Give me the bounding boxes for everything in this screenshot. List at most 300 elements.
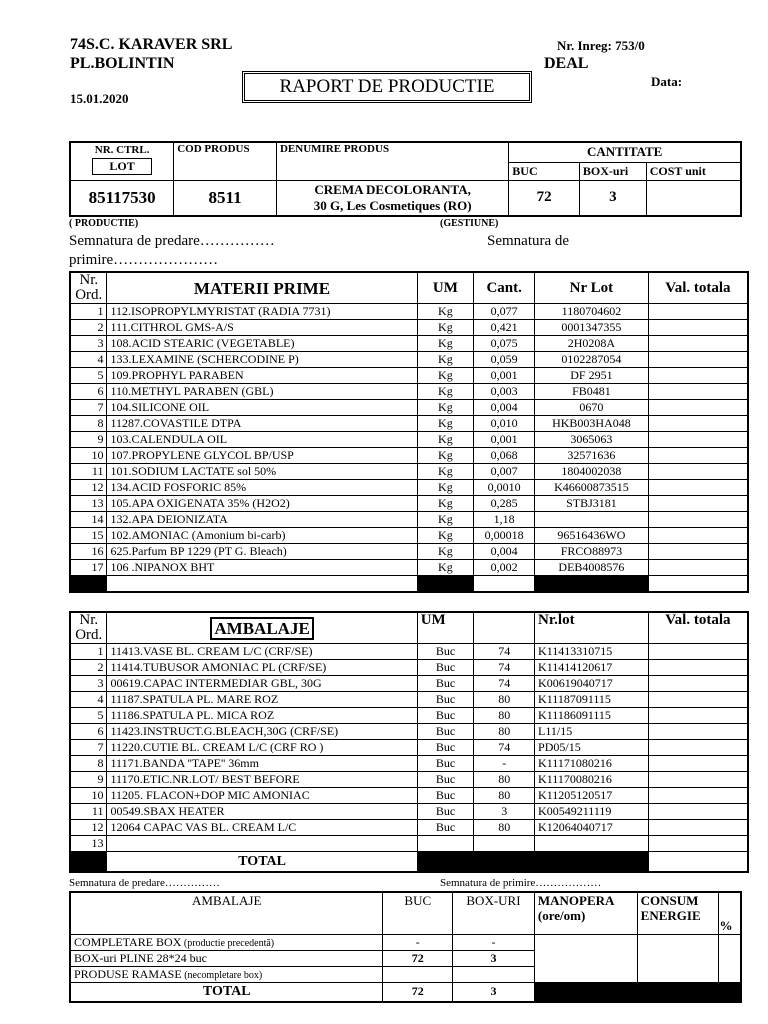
amb-row-cant: 80 (474, 788, 535, 804)
signature-predare: Semnatura de predare…………… (69, 233, 275, 249)
amb-title-cell (107, 612, 417, 644)
amb-row-um (417, 836, 474, 852)
amb-row (70, 644, 748, 660)
mp-nr-header (70, 272, 107, 304)
amb-row-lot: K11171080216 (535, 756, 649, 772)
amb-row-lot: K11413310715 (535, 644, 649, 660)
mp-row-um: Kg (417, 512, 474, 528)
amb-row-nr: 8 (70, 756, 107, 772)
consum-line-1: CONSUM (640, 893, 699, 908)
company-name: 74S.C. KARAVER SRL (70, 36, 233, 53)
mp-row-um: Kg (417, 384, 474, 400)
mp-row (70, 368, 748, 384)
amb-row-cant: 74 (474, 660, 535, 676)
amb-row-nr: 10 (70, 788, 107, 804)
mp-row-val (648, 496, 748, 512)
mp-cant-header: Cant. (474, 272, 535, 304)
mp-row-name: 625.Parfum BP 1229 (PT G. Bleach) (107, 544, 417, 560)
summary-table (69, 891, 742, 1003)
amb-row-um: Buc (417, 724, 474, 740)
amb-row-val (648, 708, 748, 724)
amb-total-black (70, 852, 107, 872)
mp-row-val (648, 432, 748, 448)
amb-row-nr: 12 (70, 820, 107, 836)
mp-row-um: Kg (417, 400, 474, 416)
mp-row-val (648, 320, 748, 336)
amb-row-cant: 74 (474, 644, 535, 660)
amb-row-nr: 5 (70, 708, 107, 724)
mp-row-cant: 0,075 (474, 336, 535, 352)
mp-row (70, 512, 748, 528)
mp-row-val (648, 528, 748, 544)
mp-row-lot: 2H0208A (535, 336, 649, 352)
amb-row (70, 836, 748, 852)
mp-row-val (648, 384, 748, 400)
company-location: PL.BOLINTIN (70, 55, 175, 72)
amb-row-cant: - (474, 756, 535, 772)
lot-label: LOT (92, 158, 152, 175)
mp-row-cant: 0,068 (474, 448, 535, 464)
mp-row-lot: STBJ3181 (535, 496, 649, 512)
mp-row-val (648, 416, 748, 432)
mp-row-cant: 0,421 (474, 320, 535, 336)
mp-row-lot: 3065063 (535, 432, 649, 448)
mp-row-nr: 12 (70, 480, 107, 496)
nr-ctrl-value: 85117530 (70, 180, 174, 216)
mp-row-lot: HKB003HA048 (535, 416, 649, 432)
amb-total-value (648, 852, 748, 872)
sum-total-black (534, 982, 741, 1002)
mp-row-cant: 0,0010 (474, 480, 535, 496)
mp-row-name: 108.ACID STEARIC (VEGETABLE) (107, 336, 417, 352)
mp-row-um: Kg (417, 544, 474, 560)
mp-row-cant: 0,077 (474, 304, 535, 320)
amb-row-nr: 7 (70, 740, 107, 756)
amb-row-um: Buc (417, 692, 474, 708)
mp-row-name: 132.APA DEIONIZATA (107, 512, 417, 528)
mp-row-lot: 96516436WO (535, 528, 649, 544)
pct-value (718, 934, 741, 982)
sum-row-pline: BOX-uri PLINE 28*24 buc (70, 950, 383, 966)
mp-footer-black (417, 576, 474, 593)
signature-predare-2: Semnatura de predare…………… (69, 877, 220, 889)
mp-row (70, 384, 748, 400)
mp-row-cant: 0,003 (474, 384, 535, 400)
mp-row-name: 111.CITHROL GMS-A/S (107, 320, 417, 336)
mp-row-nr: 7 (70, 400, 107, 416)
amb-val-header: Val. totala (648, 612, 748, 644)
mp-row-um: Kg (417, 304, 474, 320)
amb-row-lot (535, 836, 649, 852)
amb-row-nr: 1 (70, 644, 107, 660)
denumire-header: DENUMIRE PRODUS (276, 142, 508, 180)
amb-row-lot: K11414120617 (535, 660, 649, 676)
mp-row-lot: K46600873515 (535, 480, 649, 496)
mp-row-val (648, 368, 748, 384)
mp-row-cant: 0,285 (474, 496, 535, 512)
amb-row-val (648, 772, 748, 788)
amb-row-name: 11186.SPATULA PL. MICA ROZ (107, 708, 417, 724)
amb-row-cant: 80 (474, 724, 535, 740)
amb-row-cant: 3 (474, 804, 535, 820)
cod-produs-value: 8511 (174, 180, 277, 216)
amb-row-cant: 80 (474, 708, 535, 724)
amb-cant-header (474, 612, 535, 644)
productie-label: ( PRODUCTIE) (69, 218, 139, 229)
amb-row-val (648, 724, 748, 740)
cost-value (646, 180, 741, 216)
sum-ambalaje-header: AMBALAJE (70, 892, 383, 934)
amb-row-um: Buc (417, 708, 474, 724)
mp-row-um: Kg (417, 416, 474, 432)
amb-title: AMBALAJE (210, 617, 313, 640)
sum-total-box: 3 (453, 982, 535, 1002)
amb-row-name: 11220.CUTIE BL. CREAM L/C (CRF RO ) (107, 740, 417, 756)
ramase-label: PRODUSE RAMASE (74, 966, 182, 981)
mp-row-nr: 8 (70, 416, 107, 432)
amb-row-val (648, 756, 748, 772)
mp-row-val (648, 480, 748, 496)
amb-row-val (648, 804, 748, 820)
amb-row-nr: 9 (70, 772, 107, 788)
materii-prime-table (69, 271, 749, 593)
sum-consum-header (637, 892, 718, 934)
mp-row-nr: 3 (70, 336, 107, 352)
report-date: 15.01.2020 (70, 91, 129, 106)
amb-row-nr: 2 (70, 660, 107, 676)
mp-row-val (648, 304, 748, 320)
mp-row-cant: 0,001 (474, 432, 535, 448)
amb-row-cant: 74 (474, 740, 535, 756)
amb-row-lot: K00549211119 (535, 804, 649, 820)
amb-row-um: Buc (417, 644, 474, 660)
ramase-sub: (necompletare box) (181, 969, 263, 981)
mp-row-val (648, 560, 748, 576)
signature-primire-cont: primire………………… (69, 252, 219, 268)
mp-row-nr: 5 (70, 368, 107, 384)
amb-row (70, 772, 748, 788)
mp-row-val (648, 336, 748, 352)
mp-row-um: Kg (417, 448, 474, 464)
mp-row-lot: 1804002038 (535, 464, 649, 480)
data-label: Data: (651, 74, 683, 89)
amb-nr-label: Nr. (79, 612, 99, 628)
amb-row-um: Buc (417, 772, 474, 788)
amb-row (70, 804, 748, 820)
mp-footer-cell (648, 576, 748, 593)
mp-row-name: 11287.COVASTILE DTPA (107, 416, 417, 432)
mp-row-cant: 0,002 (474, 560, 535, 576)
mp-row (70, 400, 748, 416)
mp-row-um: Kg (417, 432, 474, 448)
amb-row-lot: PD05/15 (535, 740, 649, 756)
amb-total-label: TOTAL (107, 852, 417, 872)
mp-row-name: 112.ISOPROPYLMYRISTAT (RADIA 7731) (107, 304, 417, 320)
manopera-line-1: MANOPERA (537, 893, 615, 908)
amb-row-val (648, 644, 748, 660)
ramase-buc (383, 966, 453, 982)
amb-row-lot: L11/15 (535, 724, 649, 740)
deal-label: DEAL (544, 55, 589, 72)
buc-value: 72 (509, 180, 580, 216)
cost-header: COST unit (646, 162, 741, 180)
box-header: BOX-uri (579, 162, 646, 180)
manopera-value (534, 934, 637, 982)
mp-row-um: Kg (417, 320, 474, 336)
completare-box: - (453, 934, 535, 950)
mp-row-nr: 9 (70, 432, 107, 448)
amb-row (70, 740, 748, 756)
mp-row (70, 528, 748, 544)
mp-row-name: 134.ACID FOSFORIC 85% (107, 480, 417, 496)
amb-row-name: 12064 CAPAC VAS BL. CREAM L/C (107, 820, 417, 836)
amb-row-lot: K12064040717 (535, 820, 649, 836)
mp-row-nr: 4 (70, 352, 107, 368)
mp-row (70, 432, 748, 448)
mp-row-nr: 13 (70, 496, 107, 512)
registration-number: Nr. Inreg: 753/0 (557, 38, 645, 53)
denumire-line-1: CREMA DECOLORANTA, (314, 181, 471, 197)
amb-row-cant (474, 836, 535, 852)
amb-row-nr: 11 (70, 804, 107, 820)
mp-row-name: 107.PROPYLENE GLYCOL BP/USP (107, 448, 417, 464)
mp-row-um: Kg (417, 336, 474, 352)
mp-row-cant: 0,001 (474, 368, 535, 384)
mp-footer-cell (107, 576, 417, 593)
amb-row-nr: 6 (70, 724, 107, 740)
sum-row-ramase (70, 966, 383, 982)
amb-row (70, 756, 748, 772)
mp-row-name: 110.METHYL PARABEN (GBL) (107, 384, 417, 400)
mp-row-lot: 1180704602 (535, 304, 649, 320)
product-table (69, 141, 742, 217)
amb-row-val (648, 820, 748, 836)
mp-row (70, 416, 748, 432)
mp-ord-label: Ord. (75, 287, 103, 303)
mp-row-lot: DEB4008576 (535, 560, 649, 576)
signature-primire-2: Semnatura de primire……………… (440, 877, 602, 889)
amb-row-lot: K11205120517 (535, 788, 649, 804)
amb-lot-header: Nr.lot (535, 612, 649, 644)
amb-row (70, 788, 748, 804)
amb-nr-header (70, 612, 107, 644)
amb-total-black (417, 852, 648, 872)
amb-row (70, 724, 748, 740)
buc-header: BUC (509, 162, 580, 180)
amb-row-val (648, 836, 748, 852)
mp-row-lot: 32571636 (535, 448, 649, 464)
mp-row-nr: 10 (70, 448, 107, 464)
mp-row-name: 103.CALENDULA OIL (107, 432, 417, 448)
mp-row-cant: 0,007 (474, 464, 535, 480)
amb-row-nr: 4 (70, 692, 107, 708)
amb-row-nr: 13 (70, 836, 107, 852)
amb-row-um: Buc (417, 740, 474, 756)
mp-row-um: Kg (417, 560, 474, 576)
mp-row-cant: 0,010 (474, 416, 535, 432)
amb-row-name: 11187.SPATULA PL. MARE ROZ (107, 692, 417, 708)
amb-row (70, 692, 748, 708)
mp-row (70, 480, 748, 496)
mp-row (70, 560, 748, 576)
mp-row-val (648, 448, 748, 464)
amb-row-name: 11171.BANDA ''TAPE'' 36mm (107, 756, 417, 772)
amb-row-val (648, 676, 748, 692)
mp-row-val (648, 464, 748, 480)
mp-row-cant: 0,004 (474, 400, 535, 416)
mp-lot-header: Nr Lot (535, 272, 649, 304)
mp-row-lot: 0001347355 (535, 320, 649, 336)
amb-row-val (648, 660, 748, 676)
mp-row (70, 352, 748, 368)
amb-row-name: 11205. FLACON+DOP MIC AMONIAC (107, 788, 417, 804)
mp-row (70, 544, 748, 560)
amb-row-val (648, 740, 748, 756)
mp-row-nr: 2 (70, 320, 107, 336)
mp-footer-black (535, 576, 649, 593)
mp-row-lot: 0102287054 (535, 352, 649, 368)
amb-row-um: Buc (417, 820, 474, 836)
pline-box: 3 (453, 950, 535, 966)
completare-label: COMPLETARE BOX (74, 934, 182, 949)
amb-row-um: Buc (417, 788, 474, 804)
amb-row-um: Buc (417, 676, 474, 692)
amb-row-name: 11413.VASE BL. CREAM L/C (CRF/SE) (107, 644, 417, 660)
mp-row-lot: 0670 (535, 400, 649, 416)
mp-row-name: 101.SODIUM LACTATE sol 50% (107, 464, 417, 480)
amb-row-name (107, 836, 417, 852)
mp-row-nr: 1 (70, 304, 107, 320)
mp-row-cant: 0,004 (474, 544, 535, 560)
consum-line-2: ENERGIE (640, 908, 701, 923)
amb-row-um: Buc (417, 804, 474, 820)
gestiune-label: (GESTIUNE) (440, 218, 499, 229)
ambalaje-table (69, 611, 749, 873)
report-title: RAPORT DE PRODUCTIE (279, 76, 495, 97)
denumire-line-2: 30 G, Les Cosmetiques (RO) (313, 197, 472, 213)
manopera-line-2: (ore/om) (537, 908, 586, 923)
mp-row (70, 448, 748, 464)
completare-sub: (productie precedentă) (181, 937, 275, 949)
mp-row-name: 106 .NIPANOX BHT (107, 560, 417, 576)
amb-row (70, 820, 748, 836)
amb-row-cant: 80 (474, 772, 535, 788)
amb-row-lot: K00619040717 (535, 676, 649, 692)
mp-row-um: Kg (417, 368, 474, 384)
mp-row-um: Kg (417, 480, 474, 496)
mp-row-val (648, 544, 748, 560)
nr-ctrl-label: NR. CTRL. (94, 144, 150, 156)
sum-total-label: TOTAL (70, 982, 383, 1002)
pline-buc: 72 (383, 950, 453, 966)
mp-row-val (648, 512, 748, 528)
amb-row-name: 00549.SBAX HEATER (107, 804, 417, 820)
sum-manopera-header (534, 892, 637, 934)
completare-buc: - (383, 934, 453, 950)
sum-pct-header: % (718, 892, 741, 934)
mp-footer-cell (474, 576, 535, 593)
amb-row-name: 11414.TUBUSOR AMONIAC PL (CRF/SE) (107, 660, 417, 676)
amb-row-nr: 3 (70, 676, 107, 692)
mp-row-um: Kg (417, 528, 474, 544)
amb-row-cant: 80 (474, 692, 535, 708)
amb-row (70, 708, 748, 724)
mp-row-nr: 16 (70, 544, 107, 560)
amb-ord-label: Ord. (75, 627, 103, 643)
mp-row-name: 104.SILICONE OIL (107, 400, 417, 416)
amb-row-um: Buc (417, 660, 474, 676)
mp-val-header: Val. totala (648, 272, 748, 304)
mp-row-name: 102.AMONIAC (Amonium bi-carb) (107, 528, 417, 544)
mp-row-um: Kg (417, 464, 474, 480)
amb-row-um: Buc (417, 756, 474, 772)
mp-row-lot: DF 2951 (535, 368, 649, 384)
sum-row-completare (70, 934, 383, 950)
amb-row-lot: K11186091115 (535, 708, 649, 724)
amb-row-lot: K11170080216 (535, 772, 649, 788)
mp-row-nr: 6 (70, 384, 107, 400)
mp-row-nr: 15 (70, 528, 107, 544)
mp-row-cant: 0,059 (474, 352, 535, 368)
mp-row-um: Kg (417, 496, 474, 512)
mp-row (70, 320, 748, 336)
mp-row (70, 336, 748, 352)
signature-primire: Semnatura de (487, 233, 570, 249)
mp-row-lot: FB0481 (535, 384, 649, 400)
amb-row-name: 11170.ETIC.NR.LOT/ BEST BEFORE (107, 772, 417, 788)
mp-um-header: UM (417, 272, 474, 304)
sum-buc-header: BUC (383, 892, 453, 934)
mp-row (70, 304, 748, 320)
report-title-box (242, 71, 532, 103)
mp-row-nr: 14 (70, 512, 107, 528)
mp-row-nr: 17 (70, 560, 107, 576)
mp-row-cant: 0,00018 (474, 528, 535, 544)
amb-row (70, 660, 748, 676)
amb-row-val (648, 692, 748, 708)
denumire-value (276, 180, 508, 216)
ramase-box (453, 966, 535, 982)
mp-row-um: Kg (417, 352, 474, 368)
mp-row-name: 105.APA OXIGENATA 35% (H2O2) (107, 496, 417, 512)
mp-footer-black (70, 576, 107, 593)
cantitate-header: CANTITATE (509, 142, 741, 162)
amb-row-val (648, 788, 748, 804)
sum-total-buc: 72 (383, 982, 453, 1002)
amb-row-cant: 74 (474, 676, 535, 692)
box-value: 3 (579, 180, 646, 216)
mp-row-nr: 11 (70, 464, 107, 480)
mp-row-cant: 1,18 (474, 512, 535, 528)
mp-nr-label: Nr. (79, 272, 99, 288)
nr-ctrl-header (70, 142, 174, 180)
mp-row-val (648, 352, 748, 368)
mp-title: MATERII PRIME (107, 272, 417, 304)
mp-row (70, 496, 748, 512)
amb-row-cant: 80 (474, 820, 535, 836)
consum-value (637, 934, 718, 982)
amb-row (70, 676, 748, 692)
sum-box-header: BOX-URI (453, 892, 535, 934)
mp-row-lot (535, 512, 649, 528)
amb-um-header: UM (417, 612, 474, 644)
amb-row-lot: K11187091115 (535, 692, 649, 708)
mp-row-val (648, 400, 748, 416)
cod-produs-header: COD PRODUS (174, 142, 277, 180)
mp-row-lot: FRCO88973 (535, 544, 649, 560)
mp-row (70, 464, 748, 480)
mp-row-name: 133.LEXAMINE (SCHERCODINE P) (107, 352, 417, 368)
